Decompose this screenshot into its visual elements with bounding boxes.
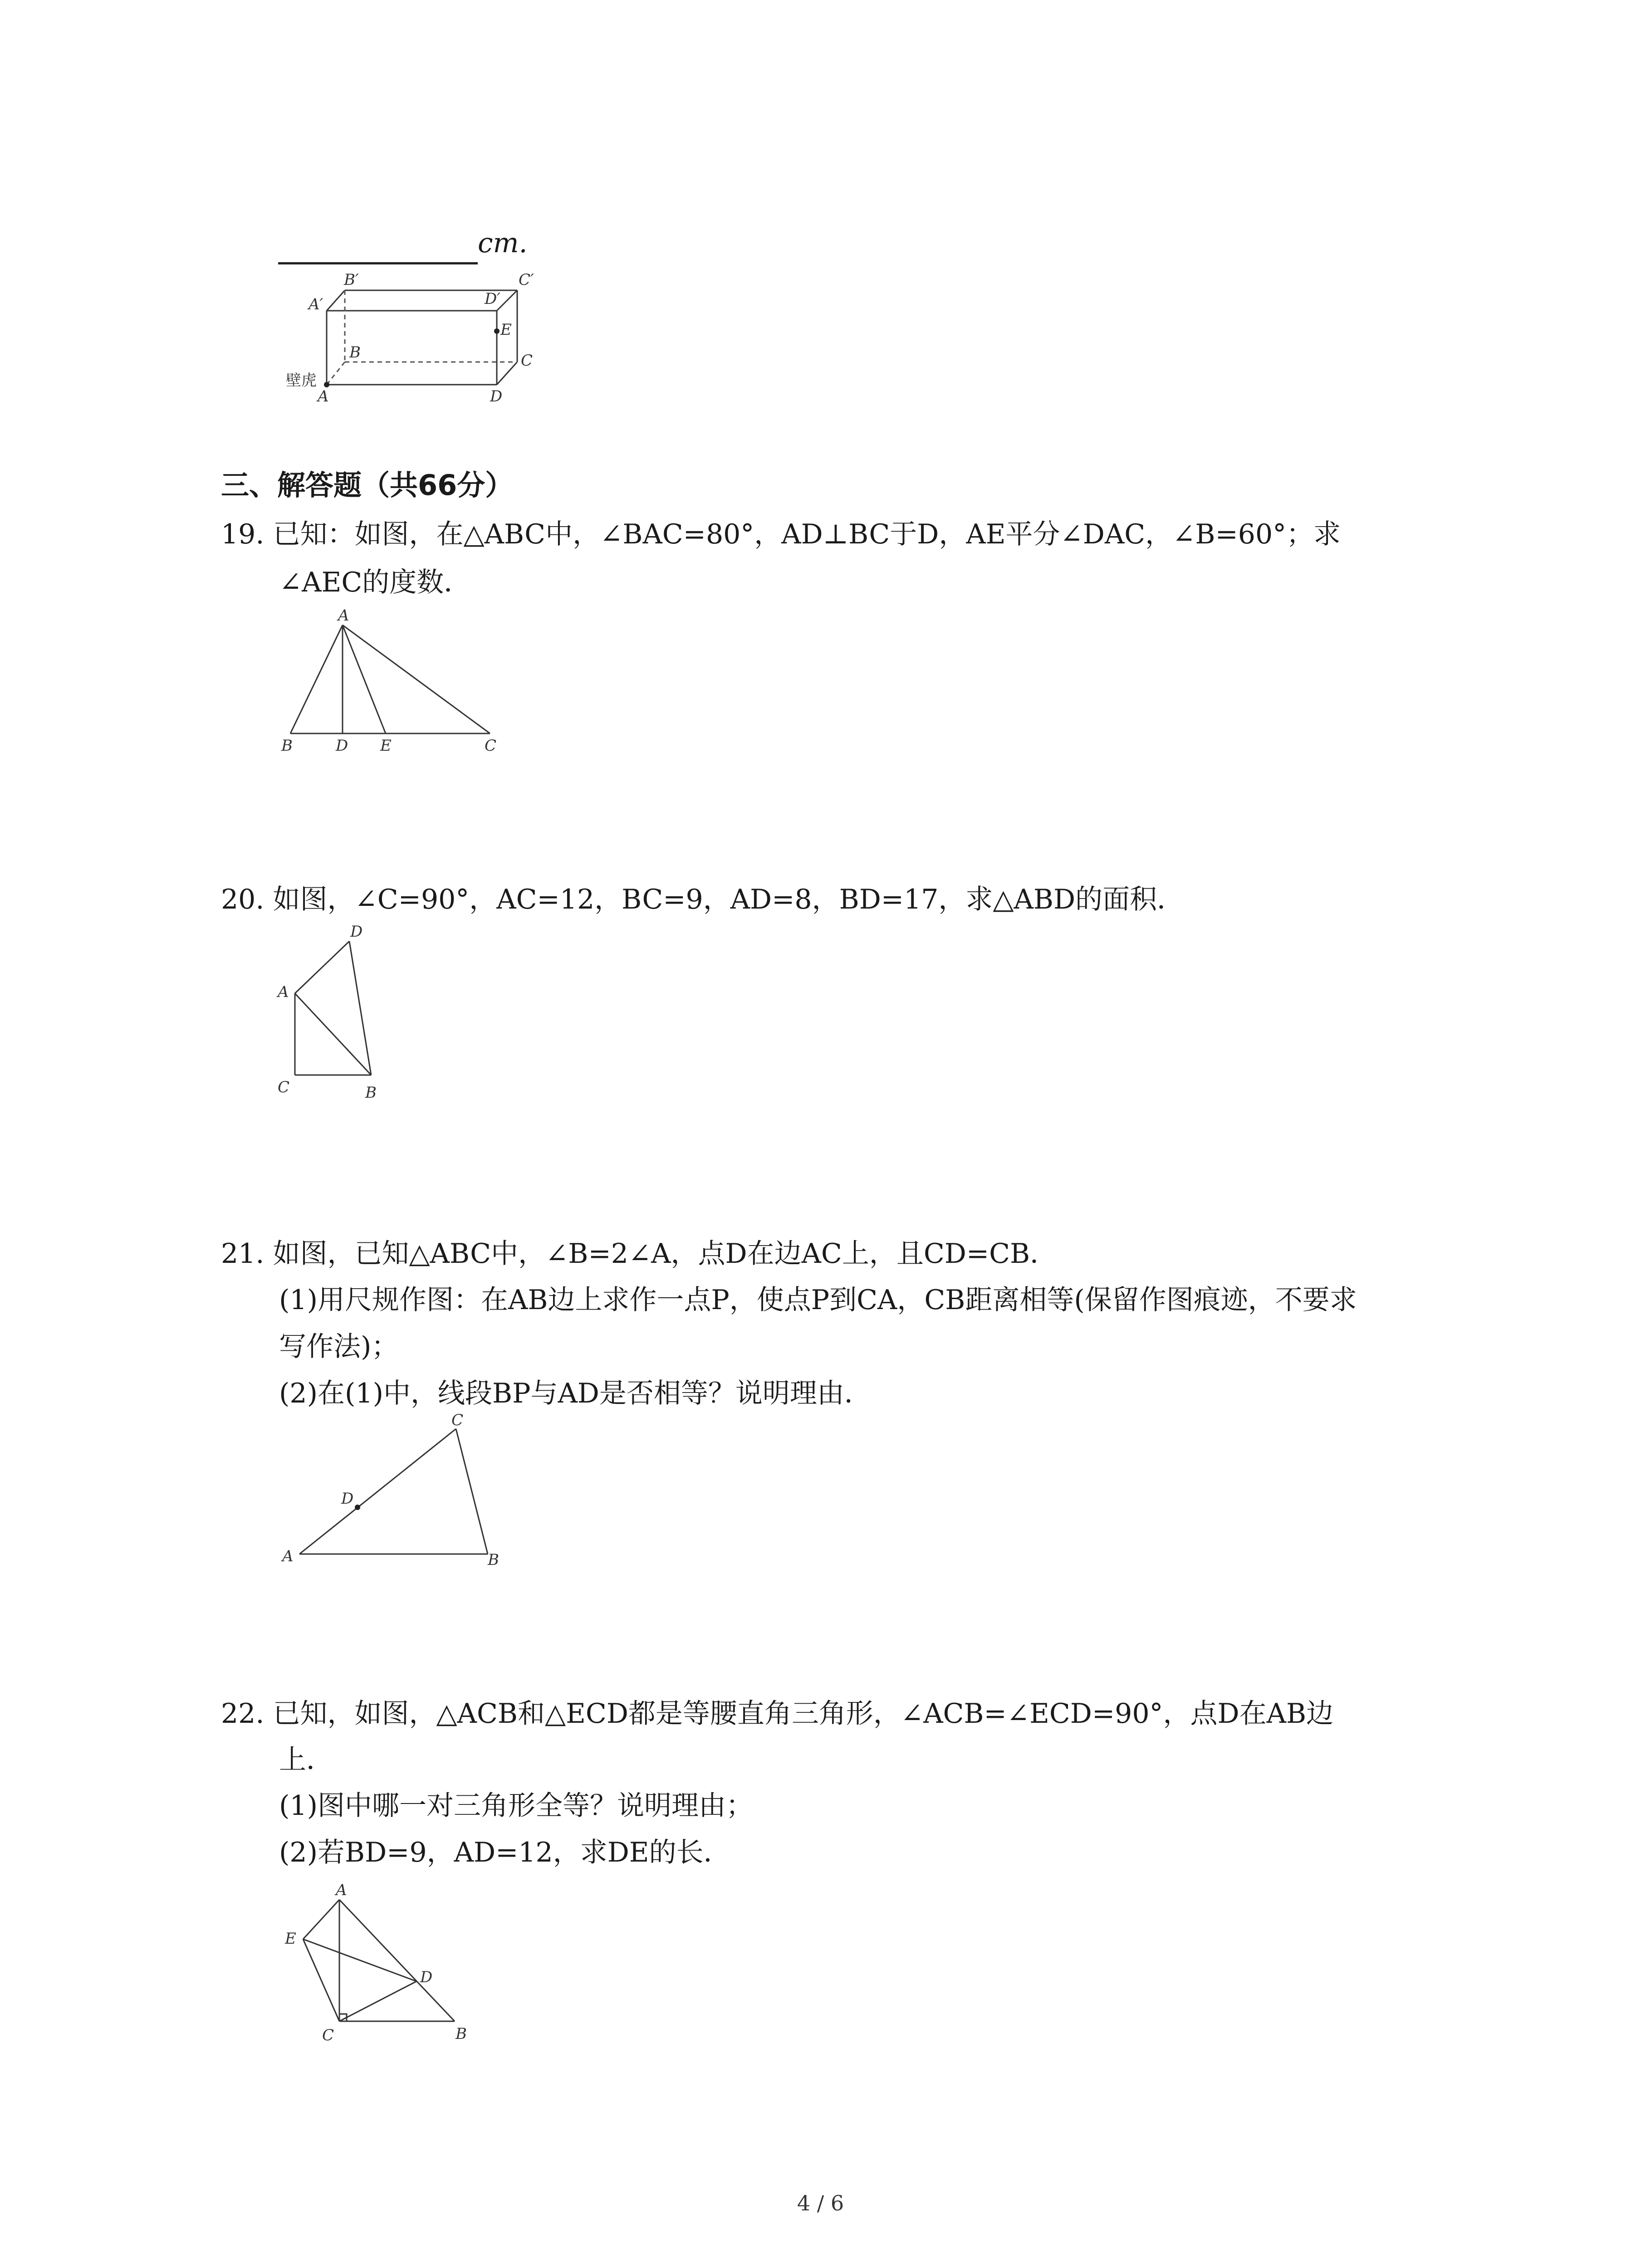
q19-label-A: A bbox=[338, 606, 349, 625]
q22-line2: 上． bbox=[279, 1744, 333, 1776]
q19-label-C: C bbox=[485, 737, 497, 755]
q20-label-B: B bbox=[365, 1084, 377, 1102]
q19-line1: 19. 已知：如图，在△ABC中，∠BAC=80°，AD⊥BC于D，AE平分∠DAC，∠B=60°；求 bbox=[221, 518, 1341, 550]
q19-label-D: D bbox=[336, 737, 348, 755]
label-A: A bbox=[318, 387, 329, 406]
q21-part2: (2)在(1)中，线段BP与AD是否相等？说明理由． bbox=[279, 1378, 872, 1409]
q20-label-D: D bbox=[350, 923, 363, 941]
q22-label-A: A bbox=[336, 1881, 347, 1899]
q22-label-C: C bbox=[322, 2026, 334, 2044]
label-C: C bbox=[521, 352, 533, 370]
page-number: 4 / 6 bbox=[797, 2191, 844, 2215]
label-B-prime: B′ bbox=[344, 271, 359, 289]
q22-label-B: B bbox=[456, 2025, 467, 2043]
q18-unit: cm. bbox=[478, 227, 528, 259]
q21-line1: 21. 如图，已知△ABC中，∠B=2∠A，点D在边AC上，且CD=CB． bbox=[221, 1238, 1058, 1270]
quadrilateral-abcd-diagram bbox=[268, 921, 404, 1111]
label-E: E bbox=[500, 321, 512, 339]
figure-q19 bbox=[272, 603, 508, 765]
q20-label-A: A bbox=[278, 983, 289, 1001]
q20-line1: 20. 如图，∠C=90°，AC=12，BC=9，AD=8，BD=17，求△ABD的面积． bbox=[221, 884, 1185, 915]
q21-part1a: (1)用尺规作图：在AB边上求作一点P，使点P到CA，CB距离相等(保留作图痕迹，不要求 bbox=[279, 1284, 1357, 1316]
q21-part1b: 写作法)； bbox=[279, 1331, 399, 1363]
label-A-prime: A′ bbox=[309, 295, 323, 313]
q22-part2: (2)若BD=9，AD=12，求DE的长． bbox=[279, 1837, 731, 1868]
q22-part1: (1)图中哪一对三角形全等？说明理由； bbox=[279, 1790, 753, 1822]
figure-q21 bbox=[272, 1411, 526, 1581]
triangle-abc-diagram bbox=[272, 603, 508, 758]
q21-label-B: B bbox=[488, 1551, 499, 1569]
q21-label-D: D bbox=[341, 1490, 354, 1508]
label-gecko: 壁虎 bbox=[286, 371, 317, 390]
label-D-prime: D′ bbox=[485, 290, 500, 308]
q22-label-D: D bbox=[420, 1968, 433, 1986]
label-C-prime: C′ bbox=[519, 271, 534, 289]
figure-q22 bbox=[272, 1878, 490, 2067]
isosceles-right-triangles-diagram bbox=[272, 1878, 490, 2059]
q19-label-E: E bbox=[380, 737, 392, 755]
q20-label-C: C bbox=[278, 1078, 290, 1096]
q22-label-E: E bbox=[285, 1930, 296, 1948]
label-D: D bbox=[490, 387, 503, 406]
q22-line1: 22. 已知，如图，△ACB和△ECD都是等腰直角三角形，∠ACB=∠ECD=90°，点D在AB边 bbox=[221, 1698, 1334, 1730]
figure-box bbox=[272, 263, 554, 420]
triangle-q21-diagram bbox=[272, 1411, 526, 1574]
q21-label-C: C bbox=[451, 1411, 464, 1429]
q19-label-B: B bbox=[281, 737, 293, 755]
q21-label-A: A bbox=[282, 1547, 294, 1565]
figure-q20 bbox=[268, 921, 404, 1119]
box-diagram bbox=[272, 263, 554, 413]
section-heading: 三、解答题（共66分） bbox=[221, 469, 514, 502]
label-B: B bbox=[349, 343, 361, 362]
q19-line2: ∠AEC的度数． bbox=[279, 567, 471, 598]
